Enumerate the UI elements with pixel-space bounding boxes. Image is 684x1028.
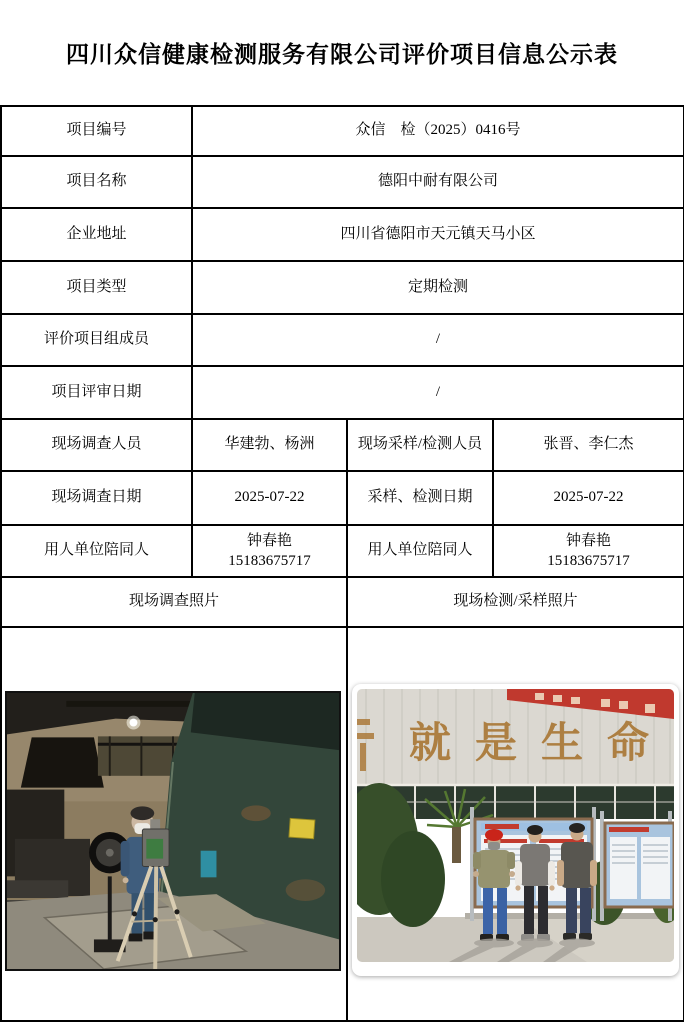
row-value [493,525,684,577]
yellow-sign [289,818,315,838]
cycad-trunk [452,827,461,863]
photo-cell-right [347,627,684,1021]
hair [527,825,543,835]
row-value: 华建勃、杨洲 [192,419,347,471]
tripod-clamp [153,917,158,922]
escort-phone: 15183675717 [228,553,311,569]
gray-tshirt [520,844,550,886]
table-row [1,366,684,419]
row-label: 用人单位陪同人 [1,525,192,577]
row-label: 项目评审日期 [1,366,192,419]
navy-pants [566,888,577,933]
row-value: 张晋、李仁杰 [493,419,684,471]
hand [549,885,554,890]
blue-pants [483,888,493,934]
row-label: 企业地址 [1,208,192,261]
hand [515,885,520,890]
row-label: 评价项目组成员 [1,314,192,366]
photo-label-right: 现场检测/采样照片 [347,577,684,627]
instrument-label [146,838,163,858]
row-value: 众信 检（2025）0416号 [192,106,684,156]
rust-patch [241,805,271,821]
table-row [1,525,684,577]
table-row [1,419,684,471]
bushes [381,831,445,927]
photo-cell-left [1,627,347,1021]
sleeve [473,852,481,869]
row-value: 定期检测 [192,261,684,314]
table-row [1,156,684,208]
rust-patch [286,879,326,901]
row-value: 德阳中耐有限公司 [192,156,684,208]
worker-cap [131,806,155,820]
pants [538,886,548,934]
mask [488,842,500,850]
blue-cabinet [201,850,217,877]
row-label: 项目名称 [1,156,192,208]
row-value: 四川省德阳市天元镇天马小区 [192,208,684,261]
photo-label-left: 现场调查照片 [1,577,347,627]
table-row [1,261,684,314]
title-bar [0,0,684,105]
red-hardhat [485,829,503,841]
table-row [1,314,684,366]
photo-row [1,627,684,1021]
row-value [192,525,347,577]
table-row [1,106,684,156]
arm-sleeve [548,861,555,886]
navy-pants [580,888,591,933]
pants [524,886,534,934]
row-value: / [192,314,684,366]
bulletin-board [605,823,674,907]
worker-hand [123,877,129,883]
hand [473,871,479,877]
row-label: 现场采样/检测人员 [347,419,493,471]
hair [569,823,585,833]
worker-leg [144,893,155,933]
factory-photo [7,693,339,969]
sampling-photo [352,684,679,976]
instrument-inlet [150,819,160,830]
blue-pants [497,888,507,934]
dark-tshirt [561,842,593,888]
arm-sleeve [515,861,522,886]
hand [509,871,515,877]
escort-phone: 15183675717 [547,553,630,569]
info-table [0,105,684,1022]
row-value: / [192,366,684,419]
arm [590,860,597,886]
lamp [130,718,138,726]
row-label: 用人单位陪同人 [347,525,493,577]
table-row [1,208,684,261]
facade-slogan-text: 就是生命 [409,721,674,767]
arm [557,860,564,886]
worker-arm [121,840,130,875]
work-shirt [478,850,510,888]
group-photo [357,689,674,962]
row-label: 采样、检测日期 [347,471,493,525]
page-title: 四川众信健康检测服务有限公司评价项目信息公示表 [66,41,618,67]
row-label: 项目类型 [1,261,192,314]
site-survey-photo [5,691,341,971]
row-label: 现场调查人员 [1,419,192,471]
tripod-clamp [174,909,179,914]
row-label: 现场调查日期 [1,471,192,525]
worker-boot [129,933,143,941]
tripod-clamp [132,911,137,916]
row-value: 2025-07-22 [192,471,347,525]
escort-name: 钟春艳 [566,532,612,549]
table-row [1,471,684,525]
hopper [21,737,104,787]
row-value: 2025-07-22 [493,471,684,525]
row-label: 项目编号 [1,106,192,156]
parts-rack [7,880,68,898]
fan-hub [106,848,114,856]
escort-name: 钟春艳 [246,532,292,549]
sleeve [507,852,515,869]
table-row [1,577,684,627]
